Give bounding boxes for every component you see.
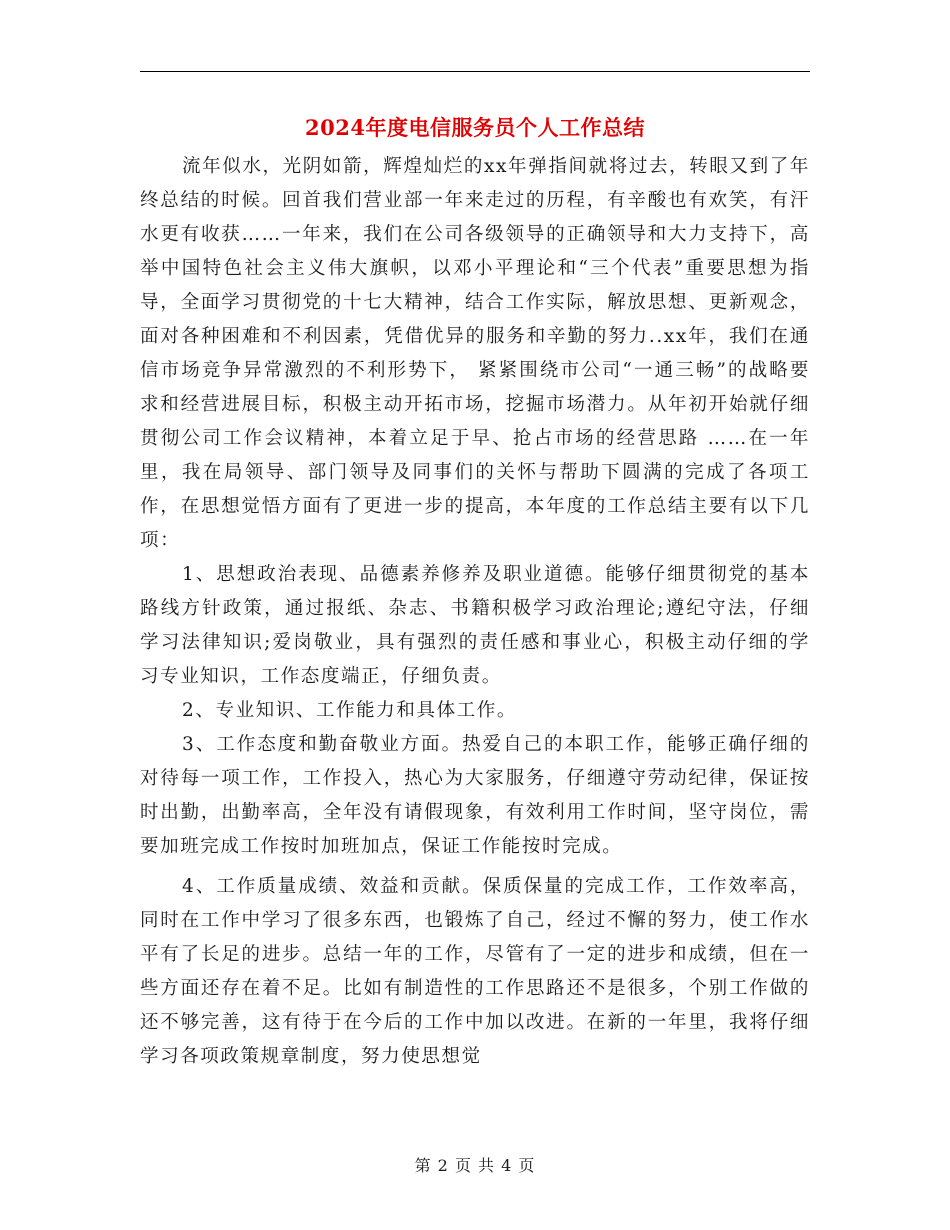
paragraph-item-1: 1、思想政治表现、品德素养修养及职业道德。能够仔细贯彻党的基本路线方针政策，通过报纸、杂志、书籍积极学习政治理论;遵纪守法，仔细学习法律知识;爱岗敬业，具有强烈的责任感和事业心，积极主动仔细的学习专业知识，工作态度端正，仔细负责。 xyxy=(140,564,810,687)
paragraph-item-4: 4、工作质量成绩、效益和贡献。保质保量的完成工作，工作效率高，同时在工作中学习了很多东西，也锻炼了自己，经过不懈的努力，使工作水平有了长足的进步。总结一年的工作，尽管有了一定的进步和成绩，但在一些方面还存在着不足。比如有制造性的工作思路还不是很多，个别工作做的还不够完善，这有待于在今后的工作中加以改进。在新的一年里，我将仔细学习各项政策规章制度，努力使思想觉 xyxy=(140,876,810,1067)
document-title: 2024年度电信服务员个人工作总结 xyxy=(305,115,645,140)
paragraph-item-2: 2、专业知识、工作能力和具体工作。 xyxy=(182,700,517,721)
header-rule xyxy=(140,71,810,72)
page-number-footer: 第 2 页 共 4 页 xyxy=(414,1156,536,1175)
paragraph-intro: 流年似水，光阴如箭，辉煌灿烂的xx年弹指间就将过去，转眼又到了年终总结的时候。回首我们营业部一年来走过的历程，有辛酸也有欢笑，有汗水更有收获……一年来，我们在公司各级领导的正确领导和大力支持下，高举中国特色社会主义伟大旗帜，以邓小平理论和“三个代表”重要思想为指导，全面学习贯彻党的十七大精神，结合工作实际，解放思想、更新观念，面对各种困难和不利因素，凭借优异的服务和辛勤的努力..xx年，我们在通信市场竞争异常激烈的不利形势下， 紧紧围绕市公司“一通三畅”的战略要求和经营进展目标，积极主动开拓市场，挖掘市场潜力。从年初开始就仔细贯彻公司工作会议精神，本着立足于早、抢占市场的经营思路 ……在一年里，我在局领导、部门领导及同事们的关怀与帮助下圆满的完成了各项工作，在思想觉悟方面有了更进一步的提高，本年度的工作总结主要有以下几项： xyxy=(140,156,810,551)
document-body xyxy=(140,150,810,1074)
paragraph-item-3: 3、工作态度和勤奋敬业方面。热爱自己的本职工作，能够正确仔细的对待每一项工作，工作投入，热心为大家服务，仔细遵守劳动纪律，保证按时出勤，出勤率高，全年没有请假现象，有效利用工作时间，坚守岗位，需要加班完成工作按时加班加点，保证工作能按时完成。 xyxy=(140,734,810,857)
